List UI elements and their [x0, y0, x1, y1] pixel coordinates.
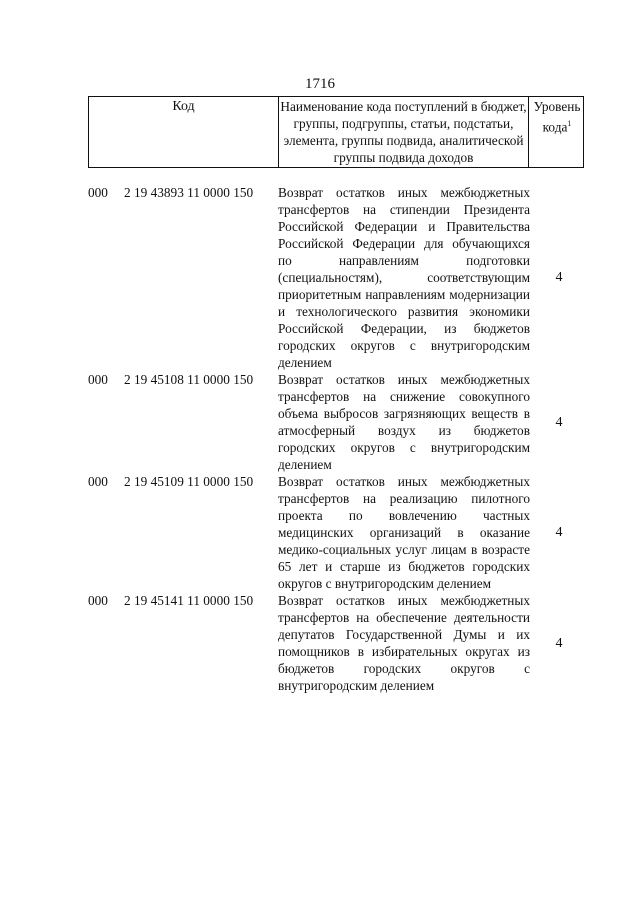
row-name: Возврат остатков иных межбюджетных трансфертов на реализацию пилотного проекта по вовлечению частных медицинских организаций в оказание медико-социальных услуг лицам в возрасте 65 лет и старше из бюджетов городских округов с внутригородским делением	[278, 474, 530, 591]
row-name: Возврат остатков иных межбюджетных трансфертов на стипендии Президента Российской Федерации и Правительства Российской Федерации для обучающихся по направлениям подготовки (специальностям), соответствующим приоритетным направлениям модернизации и технологического развития экономики Российской Федерации, из бюджетов городских округов с внутригородским делением	[278, 185, 530, 370]
row-level: 4	[555, 270, 563, 285]
header-level-label: Уровень кода	[533, 99, 581, 135]
row-name: Возврат остатков иных межбюджетных трансфертов на снижение совокупного объема выбросов загрязняющих веществ в атмосферный воздух из бюджетов городских округов с внутригородским делением	[278, 372, 530, 472]
table-row	[88, 473, 584, 592]
table-row	[88, 184, 584, 371]
table-header	[88, 96, 584, 168]
row-name: Возврат остатков иных межбюджетных трансфертов на обеспечение деятельности депутатов Государственной Думы и их помощников в избирательных округах из бюджетов городских округов с внутригородским делением	[278, 593, 530, 693]
row-level: 4	[555, 525, 563, 540]
row-level: 4	[555, 414, 563, 430]
row-code: 2 19 45108 11 0000 150	[124, 372, 254, 387]
row-prefix: 000	[88, 185, 108, 200]
row-code: 2 19 45109 11 0000 150	[124, 474, 254, 489]
row-prefix: 000	[88, 474, 108, 489]
row-level: 4	[555, 635, 563, 651]
table-row	[88, 371, 584, 473]
header-name: Наименование кода поступлений в бюджет, группы, подгруппы, статьи, подстатьи, элемента, группы подвида, аналитической группы подвида доходов	[279, 97, 529, 167]
row-prefix: 000	[88, 372, 108, 387]
header-level	[529, 97, 585, 168]
row-code: 2 19 45141 11 0000 150	[124, 593, 254, 608]
page-number: 1716	[305, 76, 335, 92]
table-row	[88, 592, 584, 694]
row-code: 2 19 43893 11 0000 150	[124, 185, 254, 200]
table-body	[88, 184, 584, 694]
row-prefix: 000	[88, 593, 108, 608]
header-level-footnote: 1	[567, 119, 572, 128]
header-code: Код	[89, 97, 279, 167]
